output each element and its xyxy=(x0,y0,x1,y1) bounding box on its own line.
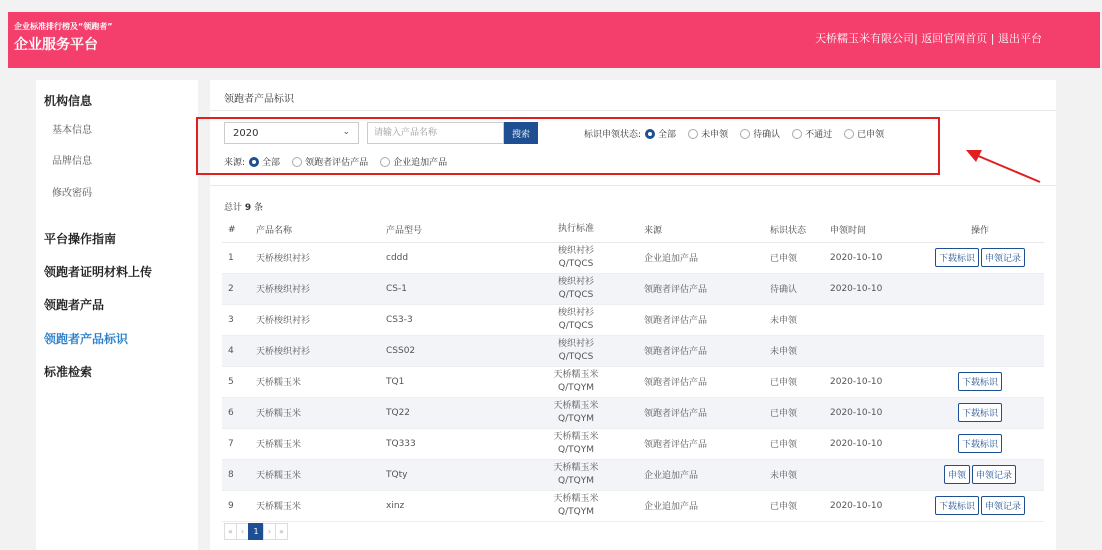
claim-date-cell: 2020-10-10 xyxy=(826,273,916,304)
column-header: 执行标准 xyxy=(526,218,626,242)
product-model-cell: xinz xyxy=(386,490,526,521)
product-name-cell: 天桥糯玉米 xyxy=(256,397,386,428)
chevron-down-icon: ⌄ xyxy=(342,127,350,137)
sidebar xyxy=(36,80,198,550)
table-row xyxy=(222,242,1044,273)
standard-line: Q/TQYM xyxy=(558,444,594,455)
pagination-next-button[interactable]: › xyxy=(263,523,276,540)
source-cell: 企业追加产品 xyxy=(626,459,756,490)
radio-label: 企业追加产品 xyxy=(393,158,448,168)
standard-line: Q/TQYM xyxy=(558,475,594,486)
source-cell: 企业追加产品 xyxy=(626,242,756,273)
source-cell: 领跑者评估产品 xyxy=(626,366,756,397)
operations-cell xyxy=(916,273,1044,304)
column-header: 申领时间 xyxy=(826,218,916,242)
column-header: 产品型号 xyxy=(386,218,526,242)
sidebar-item-products[interactable]: 领跑者产品 xyxy=(44,298,105,312)
operations-cell xyxy=(916,366,1044,397)
download-label-button[interactable]: 下载标识 xyxy=(958,434,1002,453)
sidebar-item-brand-info[interactable]: 品牌信息 xyxy=(52,156,92,167)
radio-label: 未申领 xyxy=(701,130,729,140)
download-label-button[interactable]: 下载标识 xyxy=(935,248,979,267)
product-name-cell: 天桥梭织衬衫 xyxy=(256,273,386,304)
standard-line: 天桥糯玉米 xyxy=(553,431,599,442)
page-title: 领跑者产品标识 xyxy=(224,94,294,105)
label-status-cell: 未申领 xyxy=(756,459,826,490)
sidebar-item-guide[interactable]: 平台操作指南 xyxy=(44,232,117,246)
column-header: # xyxy=(222,218,256,242)
radio-label: 全部 xyxy=(658,130,677,140)
claim-date-cell: 2020-10-10 xyxy=(826,366,916,397)
row-number: 5 xyxy=(222,366,256,397)
product-model-cell: TQ22 xyxy=(386,397,526,428)
standard-line: 天桥糯玉米 xyxy=(553,369,599,380)
source-filter-label: 来源: xyxy=(224,158,246,168)
standard-line: Q/TQCS xyxy=(558,320,594,331)
back-home-link[interactable]: 返回官网首页 xyxy=(921,32,988,45)
source-cell: 领跑者评估产品 xyxy=(626,273,756,304)
standard-line: 天桥糯玉米 xyxy=(553,400,599,411)
product-label-table xyxy=(222,218,1044,522)
status-filter-label: 标识申领状态: xyxy=(584,130,642,140)
radio-label: 领跑者评估产品 xyxy=(305,158,369,168)
product-model-cell: TQ333 xyxy=(386,428,526,459)
standard-line: 梭织衬衫 xyxy=(557,338,594,349)
column-header: 来源 xyxy=(626,218,756,242)
total-prefix: 总计 xyxy=(224,203,243,213)
label-status-cell: 未申领 xyxy=(756,304,826,335)
top-header xyxy=(8,12,1100,68)
label-status-cell: 已申领 xyxy=(756,397,826,428)
standard-line: Q/TQCS xyxy=(558,258,594,269)
label-status-cell: 待确认 xyxy=(756,273,826,304)
header-separator: | xyxy=(990,32,995,45)
logout-link[interactable]: 退出平台 xyxy=(998,32,1042,45)
table-row xyxy=(222,397,1044,428)
standard-line: 天桥糯玉米 xyxy=(553,493,599,504)
pagination xyxy=(224,523,287,540)
label-status-cell: 已申领 xyxy=(756,490,826,521)
product-model-cell: CS-1 xyxy=(386,273,526,304)
column-header: 操作 xyxy=(916,218,1044,242)
standard-line: 天桥糯玉米 xyxy=(553,462,599,473)
brand-subtitle: 企业标准排行榜及“领跑者” xyxy=(14,22,113,31)
sidebar-item-org-info[interactable]: 机构信息 xyxy=(44,94,93,108)
standard-cell xyxy=(526,459,626,490)
pagination-last-button[interactable]: » xyxy=(275,523,288,540)
source-cell: 企业追加产品 xyxy=(626,490,756,521)
product-model-cell: CS3-3 xyxy=(386,304,526,335)
row-number: 1 xyxy=(222,242,256,273)
row-number: 9 xyxy=(222,490,256,521)
standard-line: Q/TQYM xyxy=(558,382,594,393)
sidebar-item-standard-search[interactable]: 标准检索 xyxy=(44,365,93,379)
standard-line: 梭织衬衫 xyxy=(557,276,594,287)
standard-line: 梭织衬衫 xyxy=(557,307,594,318)
pagination-page-button[interactable]: 1 xyxy=(248,523,264,540)
row-number: 4 xyxy=(222,335,256,366)
standard-cell xyxy=(526,335,626,366)
product-name-cell: 天桥糯玉米 xyxy=(256,366,386,397)
operations-cell xyxy=(916,428,1044,459)
claim-date-cell xyxy=(826,459,916,490)
standard-line: Q/TQCS xyxy=(558,289,594,300)
operations-cell xyxy=(916,335,1044,366)
radio-label: 不通过 xyxy=(805,130,833,140)
claim-button[interactable]: 申领 xyxy=(944,465,970,484)
filter-divider xyxy=(210,185,1056,186)
table-row xyxy=(222,273,1044,304)
sidebar-item-product-labels[interactable]: 领跑者产品标识 xyxy=(44,332,129,346)
claim-date-cell: 2020-10-10 xyxy=(826,428,916,459)
product-name-cell: 天桥糯玉米 xyxy=(256,459,386,490)
total-suffix: 条 xyxy=(254,203,264,213)
standard-line: 梭织衬衫 xyxy=(557,245,594,256)
claim-record-button[interactable]: 申领记录 xyxy=(981,248,1025,267)
standard-cell xyxy=(526,304,626,335)
company-name-link[interactable]: 天桥糯玉米有限公司 xyxy=(815,32,915,45)
pagination-prev-button[interactable]: ‹ xyxy=(236,523,249,540)
total-number: 9 xyxy=(244,203,252,213)
standard-cell xyxy=(526,366,626,397)
header-separator: | xyxy=(914,32,918,45)
row-number: 3 xyxy=(222,304,256,335)
search-button[interactable]: 搜索 xyxy=(504,122,538,144)
label-status-cell: 已申领 xyxy=(756,428,826,459)
radio-label: 全部 xyxy=(262,158,281,168)
standard-line: Q/TQYM xyxy=(558,506,594,517)
radio-label: 已申领 xyxy=(857,130,885,140)
operations-cell xyxy=(916,459,1044,490)
label-status-cell: 已申领 xyxy=(756,242,826,273)
row-number: 7 xyxy=(222,428,256,459)
column-header: 产品名称 xyxy=(256,218,386,242)
claim-date-cell xyxy=(826,335,916,366)
annotation-highlight-box xyxy=(196,117,940,175)
table-row xyxy=(222,304,1044,335)
table-row xyxy=(222,428,1044,459)
row-number: 2 xyxy=(222,273,256,304)
table-row xyxy=(222,335,1044,366)
product-model-cell: CSS02 xyxy=(386,335,526,366)
operations-cell xyxy=(916,490,1044,521)
sidebar-item-change-password[interactable]: 修改密码 xyxy=(52,188,92,199)
standard-cell xyxy=(526,242,626,273)
source-cell: 领跑者评估产品 xyxy=(626,304,756,335)
brand-title: 企业服务平台 xyxy=(14,37,98,53)
operations-cell xyxy=(916,242,1044,273)
standard-line: Q/TQCS xyxy=(558,351,594,362)
product-name-cell: 天桥糯玉米 xyxy=(256,428,386,459)
source-cell: 领跑者评估产品 xyxy=(626,397,756,428)
column-header: 标识状态 xyxy=(756,218,826,242)
standard-cell xyxy=(526,490,626,521)
claim-record-button[interactable]: 申领记录 xyxy=(981,496,1025,515)
product-model-cell: TQ1 xyxy=(386,366,526,397)
product-name-cell: 天桥梭织衬衫 xyxy=(256,335,386,366)
standard-line: Q/TQYM xyxy=(558,413,594,424)
table-header-row xyxy=(222,218,1044,242)
claim-date-cell: 2020-10-10 xyxy=(826,242,916,273)
product-name-cell: 天桥糯玉米 xyxy=(256,490,386,521)
claim-date-cell: 2020-10-10 xyxy=(826,490,916,521)
product-model-cell: TQty xyxy=(386,459,526,490)
table-row xyxy=(222,490,1044,521)
source-cell: 领跑者评估产品 xyxy=(626,335,756,366)
claim-date-cell xyxy=(826,304,916,335)
total-count xyxy=(224,200,263,213)
year-select-value: 2020 xyxy=(233,128,259,139)
download-label-button[interactable]: 下载标识 xyxy=(935,496,979,515)
radio-label: 待确认 xyxy=(753,130,781,140)
product-name-cell: 天桥梭织衬衫 xyxy=(256,242,386,273)
row-number: 8 xyxy=(222,459,256,490)
header-links xyxy=(815,30,1042,46)
download-label-button[interactable]: 下载标识 xyxy=(958,403,1002,422)
annotation-arrow-icon xyxy=(962,146,1044,186)
product-model-cell: cddd xyxy=(386,242,526,273)
source-cell: 领跑者评估产品 xyxy=(626,428,756,459)
pagination-first-button[interactable]: « xyxy=(224,523,237,540)
label-status-cell: 已申领 xyxy=(756,366,826,397)
table-row xyxy=(222,366,1044,397)
standard-cell xyxy=(526,397,626,428)
claim-record-button[interactable]: 申领记录 xyxy=(972,465,1016,484)
claim-date-cell: 2020-10-10 xyxy=(826,397,916,428)
title-divider xyxy=(210,110,1056,111)
row-number: 6 xyxy=(222,397,256,428)
operations-cell xyxy=(916,397,1044,428)
standard-cell xyxy=(526,273,626,304)
label-status-cell: 未申领 xyxy=(756,335,826,366)
table-row xyxy=(222,459,1044,490)
sidebar-item-basic-info[interactable]: 基本信息 xyxy=(52,125,92,136)
download-label-button[interactable]: 下载标识 xyxy=(958,372,1002,391)
standard-cell xyxy=(526,428,626,459)
sidebar-item-upload[interactable]: 领跑者证明材料上传 xyxy=(44,265,153,279)
product-name-cell: 天桥梭织衬衫 xyxy=(256,304,386,335)
operations-cell xyxy=(916,304,1044,335)
